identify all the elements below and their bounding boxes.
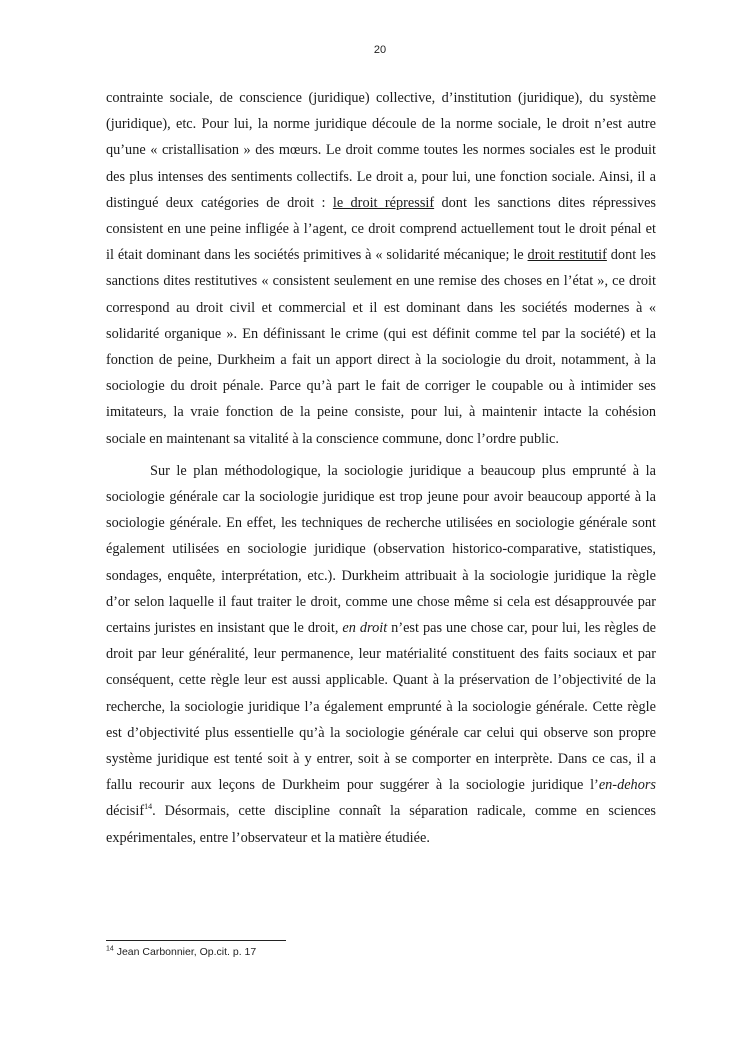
body-text [106, 85, 656, 851]
text-run: contrainte sociale, de conscience (juridique) collective, d’institution (juridique), du système (juridique), etc. Pour lui, la norme juridique découle de la norme sociale, le droit n’est autre qu’une « cristallisation » des mœurs. Le droit comme toutes les normes sociales est le produit des plus intenses des sentiments collectifs. Le droit a, pour lui, une fonction sociale. Ainsi, il a distingué deux catégories de droit : [106, 90, 656, 211]
footnote-reference[interactable]: 14 [144, 802, 153, 812]
footnote-number: 14 [106, 945, 114, 953]
footnote-text: Jean Carbonnier, Op.cit. p. 17 [113, 946, 257, 958]
text-run: décisif [106, 803, 145, 820]
paragraph-2 [106, 458, 656, 851]
paragraph-1 [106, 85, 656, 452]
text-run: . Désormais, cette discipline connaît la séparation radicale, comme en sciences expérimentales, entre l’observateur et la matière étudiée. [106, 803, 656, 846]
text-run: dont les sanctions dites restitutives « consistent seulement en une remise des choses en l’état », ce droit correspond au droit civil et commercial et il est dominant dans les sociétés modernes à « solidarité organique ». En définissant le crime (qui est définit comme tel par la société) et la fonction de peine, Durkheim a fait un apport direct à la sociologie du droit, notamment, à la sociologie du droit pénale. Parce qu’à part le fait de corriger le coupable ou à intimider ses imitateurs, la vraie fonction de la peine consiste, pour lui, à maintenir intacte la cohésion sociale en maintenant sa vitalité à la conscience commune, donc l’ordre public. [106, 247, 656, 447]
page-number: 20 [373, 44, 387, 56]
italic-term-en-droit: en droit [342, 620, 388, 637]
underlined-term-droit-repressif: le droit répressif [332, 194, 435, 211]
footnote-separator [106, 940, 286, 941]
text-run: n’est pas une chose car, pour lui, les règles de droit par leur généralité, leur permanence, leur matérialité constituent des faits sociaux et par conséquent, cette règle leur est aussi applicable. Quant à la préservation de l’objectivité de la recherche, la sociologie juridique l’a également emprunté à la sociologie générale. Cette règle est d’objectivité plus essentielle qu’à la sociologie générale car celui qui observe son propre système juridique est tenté soit à y entrer, soit à se comporter en interprète. Dans ce cas, il a fallu recourir aux leçons de Durkheim pour suggérer à la sociologie juridique l’ [106, 620, 656, 794]
footnote [106, 946, 656, 958]
italic-term-en-dehors: en-dehors [598, 777, 656, 794]
text-run: dont les sanctions dites répressives consistent en une peine infligée à l’agent, ce droit comprend actuellement tout le droit pénal et il était dominant dans les sociétés primitives à « solidarité mécanique; le [106, 194, 656, 264]
text-run: Sur le plan méthodologique, la sociologie juridique a beaucoup plus emprunté à la sociologie générale car la sociologie juridique est trop jeune pour avoir beaucoup apporté à la sociologie générale. En effet, les techniques de recherche utilisées en sociologie générale sont également utilisées en sociologie juridique (observation historico-comparative, statistiques, sondages, enquête, interprétation, etc.). Durkheim attribuait à la sociologie juridique la règle d’or selon laquelle il faut traiter le droit, comme une chose même si cela est désapprouvée par certains juristes en insistant que le droit, [106, 462, 656, 637]
underlined-term-droit-restitutif: droit restitutif [527, 247, 607, 264]
